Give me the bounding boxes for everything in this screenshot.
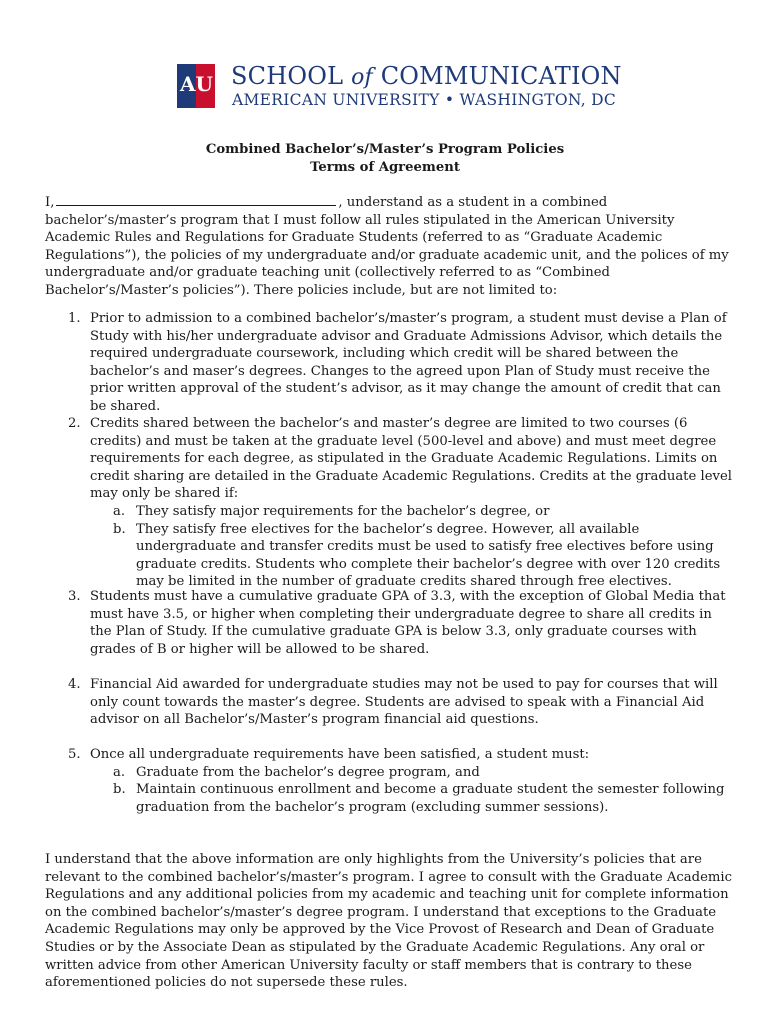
item-text: Prior to admission to a combined bachelor’s/master’s program, a student must devise a Plan of Study with his/her undergraduate advisor and Graduate Admissions Advisor, which details the required undergraduate coursework, including which credit will be shared between the bachelor’s and maser’s degrees. Changes to the agreed upon Plan of Study must receive the prior written approval of the student’s advisor, as it may change the amount of credit that can be shared. <box>90 311 727 414</box>
item-number: 2. <box>68 416 81 431</box>
sub-item-5a: a. Graduate from the bachelor’s degree program, and <box>113 764 480 780</box>
sub-item-2b: b. They satisfy free electives for the bachelor’s degree. However, all available undergraduate and transfer credits must be used to satisfy free electives before using graduate credits. Students who complete their bachelor’s degree with over 120 credits may be limited in the number of graduate credits shared through free electives. <box>113 521 721 590</box>
item-text: Credits shared between the bachelor’s and master’s degree are limited to two courses (6 credits) and must be taken at the graduate level (500-level and above) and must meet degree requirements for each degree, as stipulated in the Graduate Academic Regulations. Limits on credit sharing are detailed in the Graduate Academic Regulations. Credits at the graduate level may only be shared if: <box>90 416 732 502</box>
item-number: 1. <box>68 311 81 326</box>
intro-paragraph: I, , understand as a student in a combined bachelor’s/master’s program that I must follow all rules stipulated in the American University Academic Rules and Regulations for Graduate Students (referred to as “Graduate Academic Regulations”), the policies of my undergraduate and/or graduate academic unit, and the polices of my undergraduate and/or graduate teaching unit (collectively referred to as “Combined Bachelor’s/Master’s policies”). There policies include, but are not limited to: <box>45 195 729 298</box>
document-subtitle: Terms of Agreement <box>310 160 460 175</box>
sub-item-2a: a. They satisfy major requirements for the bachelor’s degree, or <box>113 503 550 519</box>
logo-university-name: AMERICAN UNIVERSITY • WASHINGTON, DC <box>232 91 617 109</box>
name-blank-field[interactable] <box>56 193 336 206</box>
item-number: 3. <box>68 589 81 604</box>
closing-paragraph: I understand that the above information are only highlights from the University’s policies that are relevant to the combined bachelor’s/master’s program. I agree to consult with the Graduate Academic Regulations and any additional policies from my academic and teaching unit for complete information on the combined bachelor’s/master’s degree program. I understand that exceptions to the Graduate Academic Regulations may only be approved by the Vice Provost of Research and Dean of Graduate Studies or by the Associate Dean as stipulated by the Graduate Academic Regulations. Any oral or written advice from other American University faculty or staff members that is contrary to these aforementioned policies do not supersede these rules. <box>45 852 733 991</box>
item-text: Students must have a cumulative graduate GPA of 3.3, with the exception of Global Media that must have 3.5, or higher when completing their undergraduate degree to share all credits in the Plan of Study. If the cumulative graduate GPA is below 3.3, only graduate courses with grades of B or higher will be allowed to be shared. <box>90 589 726 657</box>
item-text: Financial Aid awarded for undergraduate studies may not be used to pay for courses that will only count towards the master’s degree. Students are advised to speak with a Financial Aid advisor on all Bachelor’s/Master’s program financial aid questions. <box>90 677 718 728</box>
item-number: 5. <box>68 747 81 762</box>
item-body <box>90 746 735 816</box>
logo-letters: AU <box>180 72 213 96</box>
item-text: Once all undergraduate requirements have been satisfied, a student must: <box>90 747 590 762</box>
item-number: 4. <box>68 677 81 692</box>
document-title: Combined Bachelor’s/Master’s Program Policies <box>205 142 565 157</box>
sub-item-5b: b. Maintain continuous enrollment and become a graduate student the semester following graduation from the bachelor’s program (excluding summer sessions). <box>113 782 725 815</box>
logo-school-name: SCHOOL of COMMUNICATION <box>231 62 622 90</box>
item-body <box>90 415 735 591</box>
au-logo-icon <box>177 64 215 108</box>
